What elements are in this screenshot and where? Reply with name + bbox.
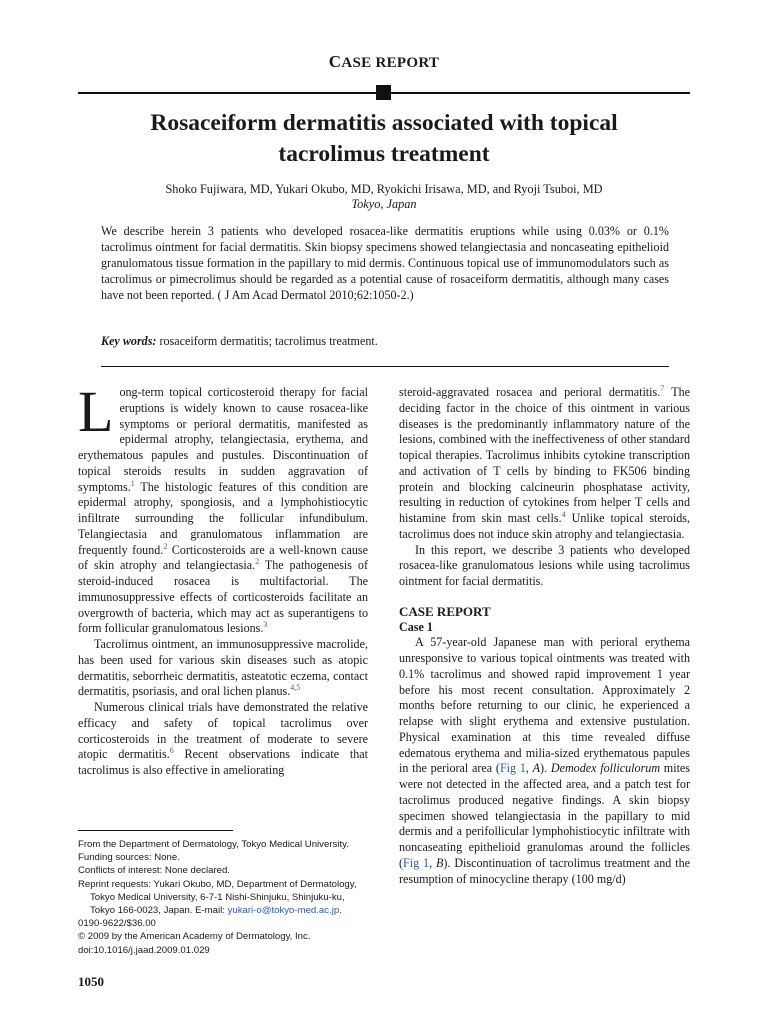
footnote-reprint-2: Tokyo Medical University, 6-7-1 Nishi-Shinjuku, Shinjuku-ku, xyxy=(90,891,345,903)
ref-1[interactable]: 1 xyxy=(130,478,135,488)
organism-name: Demodex folliculorum xyxy=(550,761,661,776)
footnote-reprint-1: Reprint requests: Yukari Okubo, MD, Department of Dermatology, xyxy=(78,878,357,890)
intro-text-1d: The pathogenesis of steroid-induced rosacea is multifactorial. The immunosuppressive effects of corticosteroids facilitate an overgrowth of bacteria, which may act as superantigens to form follicular granulomatous lesions. xyxy=(78,558,368,636)
ref-3[interactable]: 3 xyxy=(263,620,268,630)
footnote-reprint-3-text: Tokyo 166-0023, Japan. E-mail: xyxy=(90,905,228,917)
case1-text-f: ). Discontinuation of tacrolimus treatment and the resumption of minocycline therapy (100 mg/d) xyxy=(399,855,690,886)
case1-text-d: mites were not detected in the affected area, and a patch test for tacrolimus produced negative findings. A skin biopsy specimen showed telangiectasia in the papillary to mid dermis and a perifollicular lymphohistiocytic infiltrate with noncaseating epithelioid granulomas around the follicles ( xyxy=(399,761,691,870)
ref-6[interactable]: 6 xyxy=(169,746,174,756)
affiliation: Tokyo, Japan xyxy=(351,197,417,211)
footnotes xyxy=(78,838,368,957)
footnote-copyright: © 2009 by the American Academy of Dermatology, Inc. xyxy=(78,931,311,943)
intro-text-1c: Corticosteroids are a well-known cause of skin atrophy and telangiectasia. xyxy=(78,542,368,573)
section-heading: CASE REPORT xyxy=(399,603,491,619)
authors: Shoko Fujiwara, MD, Yukari Okubo, MD, Ryokichi Irisawa, MD, and Ryoji Tsuboi, MD xyxy=(165,182,603,196)
footnote-funding: Funding sources: None. xyxy=(78,852,180,864)
ref-2[interactable]: 2 xyxy=(163,541,168,551)
case1-text-e: , xyxy=(429,855,436,870)
fig1-link-a[interactable]: Fig 1 xyxy=(499,761,526,776)
header-rule-marker xyxy=(376,85,391,100)
footnote-conflicts: Conflicts of interest: None declared. xyxy=(78,865,230,877)
email-link[interactable]: yukari-o@tokyo-med.ac.jp xyxy=(227,905,340,917)
left-column xyxy=(78,379,368,779)
drop-cap: L xyxy=(78,379,114,444)
panel-label-a: A xyxy=(532,761,541,776)
intro-paragraph-5: In this report, we describe 3 patients who developed rosacea-like granulomatous lesions while using tacrolimus ointment for facial dermatitis. xyxy=(399,542,690,588)
section-header xyxy=(0,52,768,72)
footnote-reprint-3 xyxy=(78,904,368,917)
fig1-link-b[interactable]: Fig 1 xyxy=(403,855,430,870)
keywords-label: Key words: xyxy=(101,334,157,348)
article-title xyxy=(78,108,690,170)
footnote-reprint-3-end: . xyxy=(339,905,342,917)
ref-2b[interactable]: 2 xyxy=(255,557,260,567)
intro-text-1a: ong-term topical corticosteroid therapy for facial eruptions is widely known to cause rosacea-like symptoms or perioral dermatitis, manifested as epidermal atrophy, telangiectasia, erythema, and erythematous papules and pustules. Discontinuation of topical steroids results in sudden aggravation of symptoms. xyxy=(78,385,368,494)
intro-text-2: Tacrolimus ointment, an immunosuppressive macrolide, has been used for various skin diseases such as atopic dermatitis, seborrheic dermatitis, asteatotic eczema, contact dermatitis, psoriasis, and oral lichen planus. xyxy=(78,637,368,699)
header-rest: ASE REPORT xyxy=(341,55,440,71)
subsection-heading: Case 1 xyxy=(399,619,433,634)
intro-text-4a: steroid-aggravated rosacea and perioral dermatitis. xyxy=(399,385,661,399)
intro-paragraph-4 xyxy=(399,385,690,543)
ref-7[interactable]: 7 xyxy=(660,383,665,393)
title-line-2: tacrolimus treatment xyxy=(278,141,490,167)
footnote-from: From the Department of Dermatology, Tokyo Medical University. xyxy=(78,839,349,850)
keywords-text: rosaceiform dermatitis; tacrolimus treatment. xyxy=(159,334,378,348)
intro-text-4b: The deciding factor in the choice of this ointment in various diseases is the predominantly inflammatory nature of the lesions, combined with the ineffectiveness of other standard topical therapies. Tacrolimus inhibits cytokine transcription and activation of T cells by binding to FK506 binding protein and blocking calcineurin phosphatase activity, resulting in reduction of cytokines from helper T cells and histamine from skin mast cells. xyxy=(399,385,690,525)
keywords-rule xyxy=(101,366,669,367)
ref-4b[interactable]: 4 xyxy=(561,509,566,519)
case1-paragraph xyxy=(399,635,690,887)
case1-text-b: , xyxy=(525,761,533,776)
case1-text-c: ). xyxy=(540,761,551,776)
keywords xyxy=(101,334,669,349)
header-first-letter: C xyxy=(328,52,342,71)
title-line-1: Rosaceiform dermatitis associated with topical xyxy=(150,110,618,136)
intro-text-1b: The histologic features of this condition are epidermal atrophy, spongiosis, and a lymphohistiocytic infiltrate surrounding the follicular infundibulum. Telangiectasia and granulomatous inflammation are frequently found. xyxy=(78,479,368,557)
footnote-doi: doi:10.1016/j.jaad.2009.01.029 xyxy=(78,944,210,956)
ref-4-5[interactable]: 4,5 xyxy=(290,683,301,693)
right-column xyxy=(399,385,690,887)
intro-text-3b: Recent observations indicate that tacrolimus is also effective in ameliorating xyxy=(78,747,368,777)
intro-text-3a: Numerous clinical trials have demonstrated the relative efficacy and safety of topical tacrolimus over corticosteroids in the treatment of moderate to severe atopic dermatitis. xyxy=(78,700,368,762)
abstract: We describe herein 3 patients who developed rosacea-like dermatitis eruptions while using 0.03% or 0.1% tacrolimus ointment for facial dermatitis. Skin biopsy specimens showed telangiectasia and noncaseating epithelioid granulomatous tissue formation in the papillary to mid dermis. Continuous topical use of immunomodulators such as tacrolimus or pimecrolimus should be regarded as a potential cause of rosaceiform dermatitis, although many cases have not been reported. ( J Am Acad Dermatol 2010;62:1050-2.) xyxy=(101,224,669,302)
panel-label-b: B xyxy=(436,855,444,870)
footnote-rule xyxy=(78,830,233,831)
case1-text-a: A 57-year-old Japanese man with perioral erythema unresponsive to various topical ointments was treated with 0.1% tacrolimus and showed rapid improvement 1 year before his most recent consultation. Approximately 2 months before returning to our clinic, he experienced a relapse with slight erythema and extensive pustulation. Physical examination at this time revealed diffuse edematous erythema and milia-sized erythematous papules in the perioral area ( xyxy=(399,635,690,776)
intro-paragraph-1 xyxy=(78,379,368,637)
intro-paragraph-3 xyxy=(78,700,368,779)
footnote-issn: 0190-9622/$36.00 xyxy=(78,918,156,930)
intro-paragraph-2 xyxy=(78,637,368,700)
page-number: 1050 xyxy=(78,974,104,989)
intro-text-4c: Unlike topical steroids, tacrolimus does not induce skin atrophy and telangiectasia. xyxy=(399,511,690,541)
